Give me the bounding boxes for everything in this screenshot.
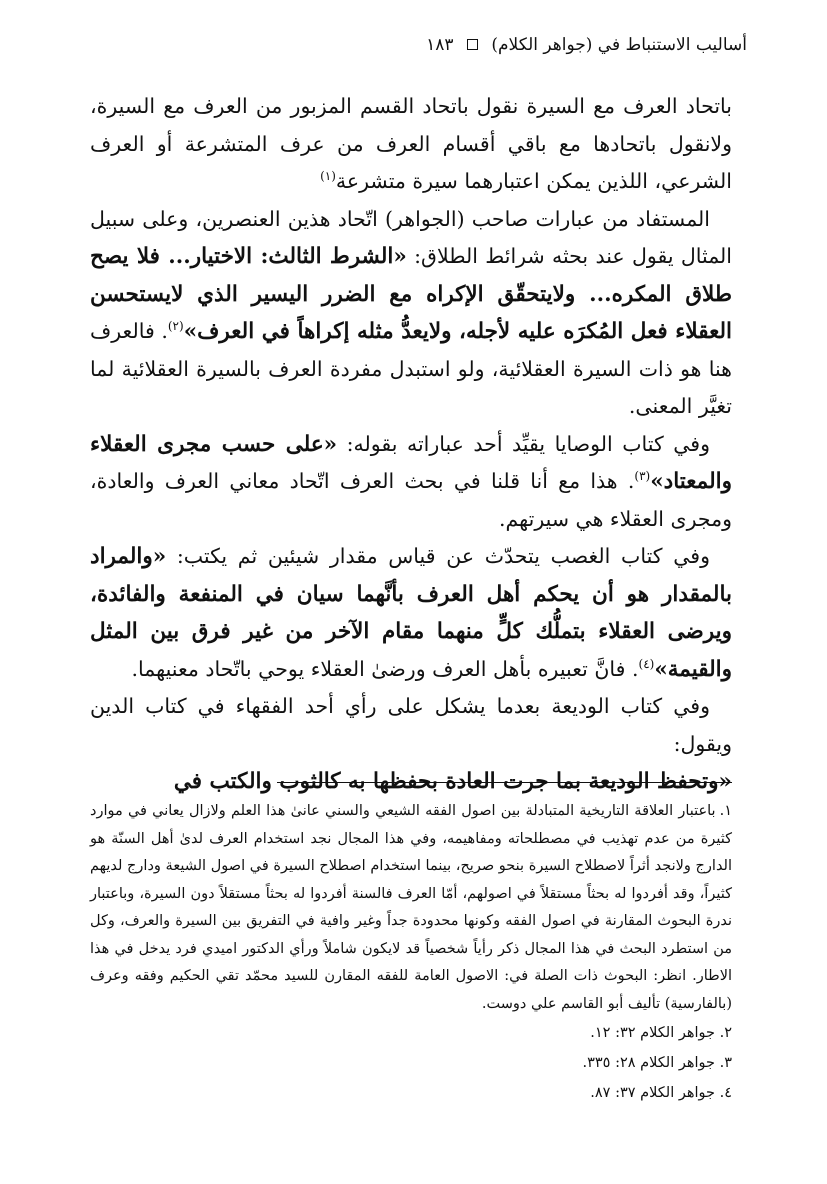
footnote-ref-2: (٢)	[167, 319, 184, 334]
footnote-1-text: باعتبار العلاقة التاريخية المتبادلة بين اصول الفقه الشيعي والسني عانىٰ هذا العلم ولازال يعاني في موارد كثيرة من عدم تهذيب في مصطلحاته ومفاهيمه، وفي هذا المجال نجد استخدام العرف لدىٰ أهل السنّة هو الدارج ولانجد أثراً لاصطلاح السيرة بنحو صريح، بينما استخدام اصطلاح السيرة في اصول الشيعة ودارج لديهم كثيراً، وقد أفردوا له بحثاً مستقلاً في اصولهم، أمّا العرف فالسنة أفردوا له بحثاً مستقلاً دون السيرة، وباعتبار ندرة البحوث المقارنة في اصول الفقه وكونها محدودة جداً وغير وافية في التفريق بين السيرة والعرف، وكل من استطرد البحث في هذا المجال ذكر رأياً شخصياً قد لايكون شاملاً ورأي الدكتور اميدي فرد يدخل في هذا الاطار. انظر: البحوث ذات الصلة في: الاصول العامة للفقه المقارن للسيد محمّد تقي الحكيم وفقه وعرف (بالفارسية) تأليف أبو القاسم علي دوست.	[90, 803, 732, 1012]
footnote-divider	[277, 782, 732, 783]
quote-divorce-conditions: «الشرط الثالث: الاختيار... فلا يصح طلاق المكره... ولايتحقّق الإكراه مع الضرر اليسير الذي لايستحسن العقلاء فعل المُكرَه عليه لأجله، ولايعدُّ مثله إكراهاً في العرف»	[90, 244, 732, 344]
footnote-ref-4: (٤)	[638, 656, 655, 671]
quote-wills: «على حسب مجرى العقلاء والمعتاد»	[90, 431, 732, 494]
header-title: أساليب الاستنباط في (جواهر الكلام)	[491, 34, 747, 55]
paragraph-4-conclusion: . فانَّ تعبيره بأهل العرف ورضىٰ العقلاء يوحي باتّحاد معنيهما.	[131, 656, 639, 681]
page-number: ١٨٣	[426, 34, 454, 55]
paragraph-3-intro: وفي كتاب الوصايا يقيِّد أحد عباراته بقوله:	[337, 431, 711, 456]
footnote-1-number: ١.	[719, 803, 732, 819]
paragraph-4	[90, 538, 732, 688]
footnote-2: ٢. جواهر الكلام ٣٢: ١٢.	[590, 1025, 732, 1041]
footnote-1	[90, 798, 732, 1018]
paragraph-1-text: باتحاد العرف مع السيرة نقول باتحاد القسم المزبور من العرف مع السيرة، ولانقول باتحادها مع باقي أقسام العرف من عرف المتشرعة أو العرف الشرعي، اللذين يمكن اعتبارهما سيرة متشرعة	[90, 94, 732, 193]
footnote-4: ٤. جواهر الكلام ٣٧: ٨٧.	[590, 1085, 732, 1101]
header-separator-box	[467, 39, 478, 50]
running-header	[0, 34, 827, 60]
paragraph-4-intro: وفي كتاب الغصب يتحدّث عن قياس مقدار شيئين ثم يكتب:	[166, 544, 710, 568]
paragraph-3-conclusion: . هذا مع أنا قلنا في بحث العرف اتّحاد معاني العرف والعادة، ومجرى العقلاء هي سيرتهم.	[90, 469, 732, 531]
paragraph-1	[90, 88, 732, 201]
paragraph-2-intro: المستفاد من عبارات صاحب (الجواهر) اتّحاد هذين العنصرين، وعلى سبيل المثال يقول عند بحثه شرائط الطلاق:	[90, 206, 732, 268]
footnotes	[90, 798, 732, 1108]
paragraph-3	[90, 426, 732, 539]
quote-deposit: «وتحفظ الوديعة بما جرت العادة بحفظها به كالثوب والكتب في	[173, 769, 732, 794]
footnote-3: ٣. جواهر الكلام ٢٨: ٣٣٥.	[582, 1055, 732, 1071]
paragraph-5: وفي كتاب الوديعة بعدما يشكل على رأي أحد الفقهاء في كتاب الدين ويقول:	[90, 694, 732, 756]
paragraph-2	[90, 201, 732, 426]
quote-usurpation: «والمراد بالمقدار هو أن يحكم أهل العرف بأنَّهما سيان في المنفعة والفائدة، ويرضى العقلاء بتملُّك كلٍّ منهما مقام الآخر من غير فرق بين المثل والقيمة»	[90, 544, 732, 682]
footnote-ref-3: (٣)	[634, 469, 651, 484]
paragraph-2-conclusion: . فالعرف هنا هو ذات السيرة العقلائية، ولو استبدل مفردة العرف بالسيرة العقلائية لما تغيَّر المعنى.	[90, 319, 732, 418]
footnote-ref-1: (١)	[320, 169, 336, 184]
main-text	[90, 88, 732, 801]
